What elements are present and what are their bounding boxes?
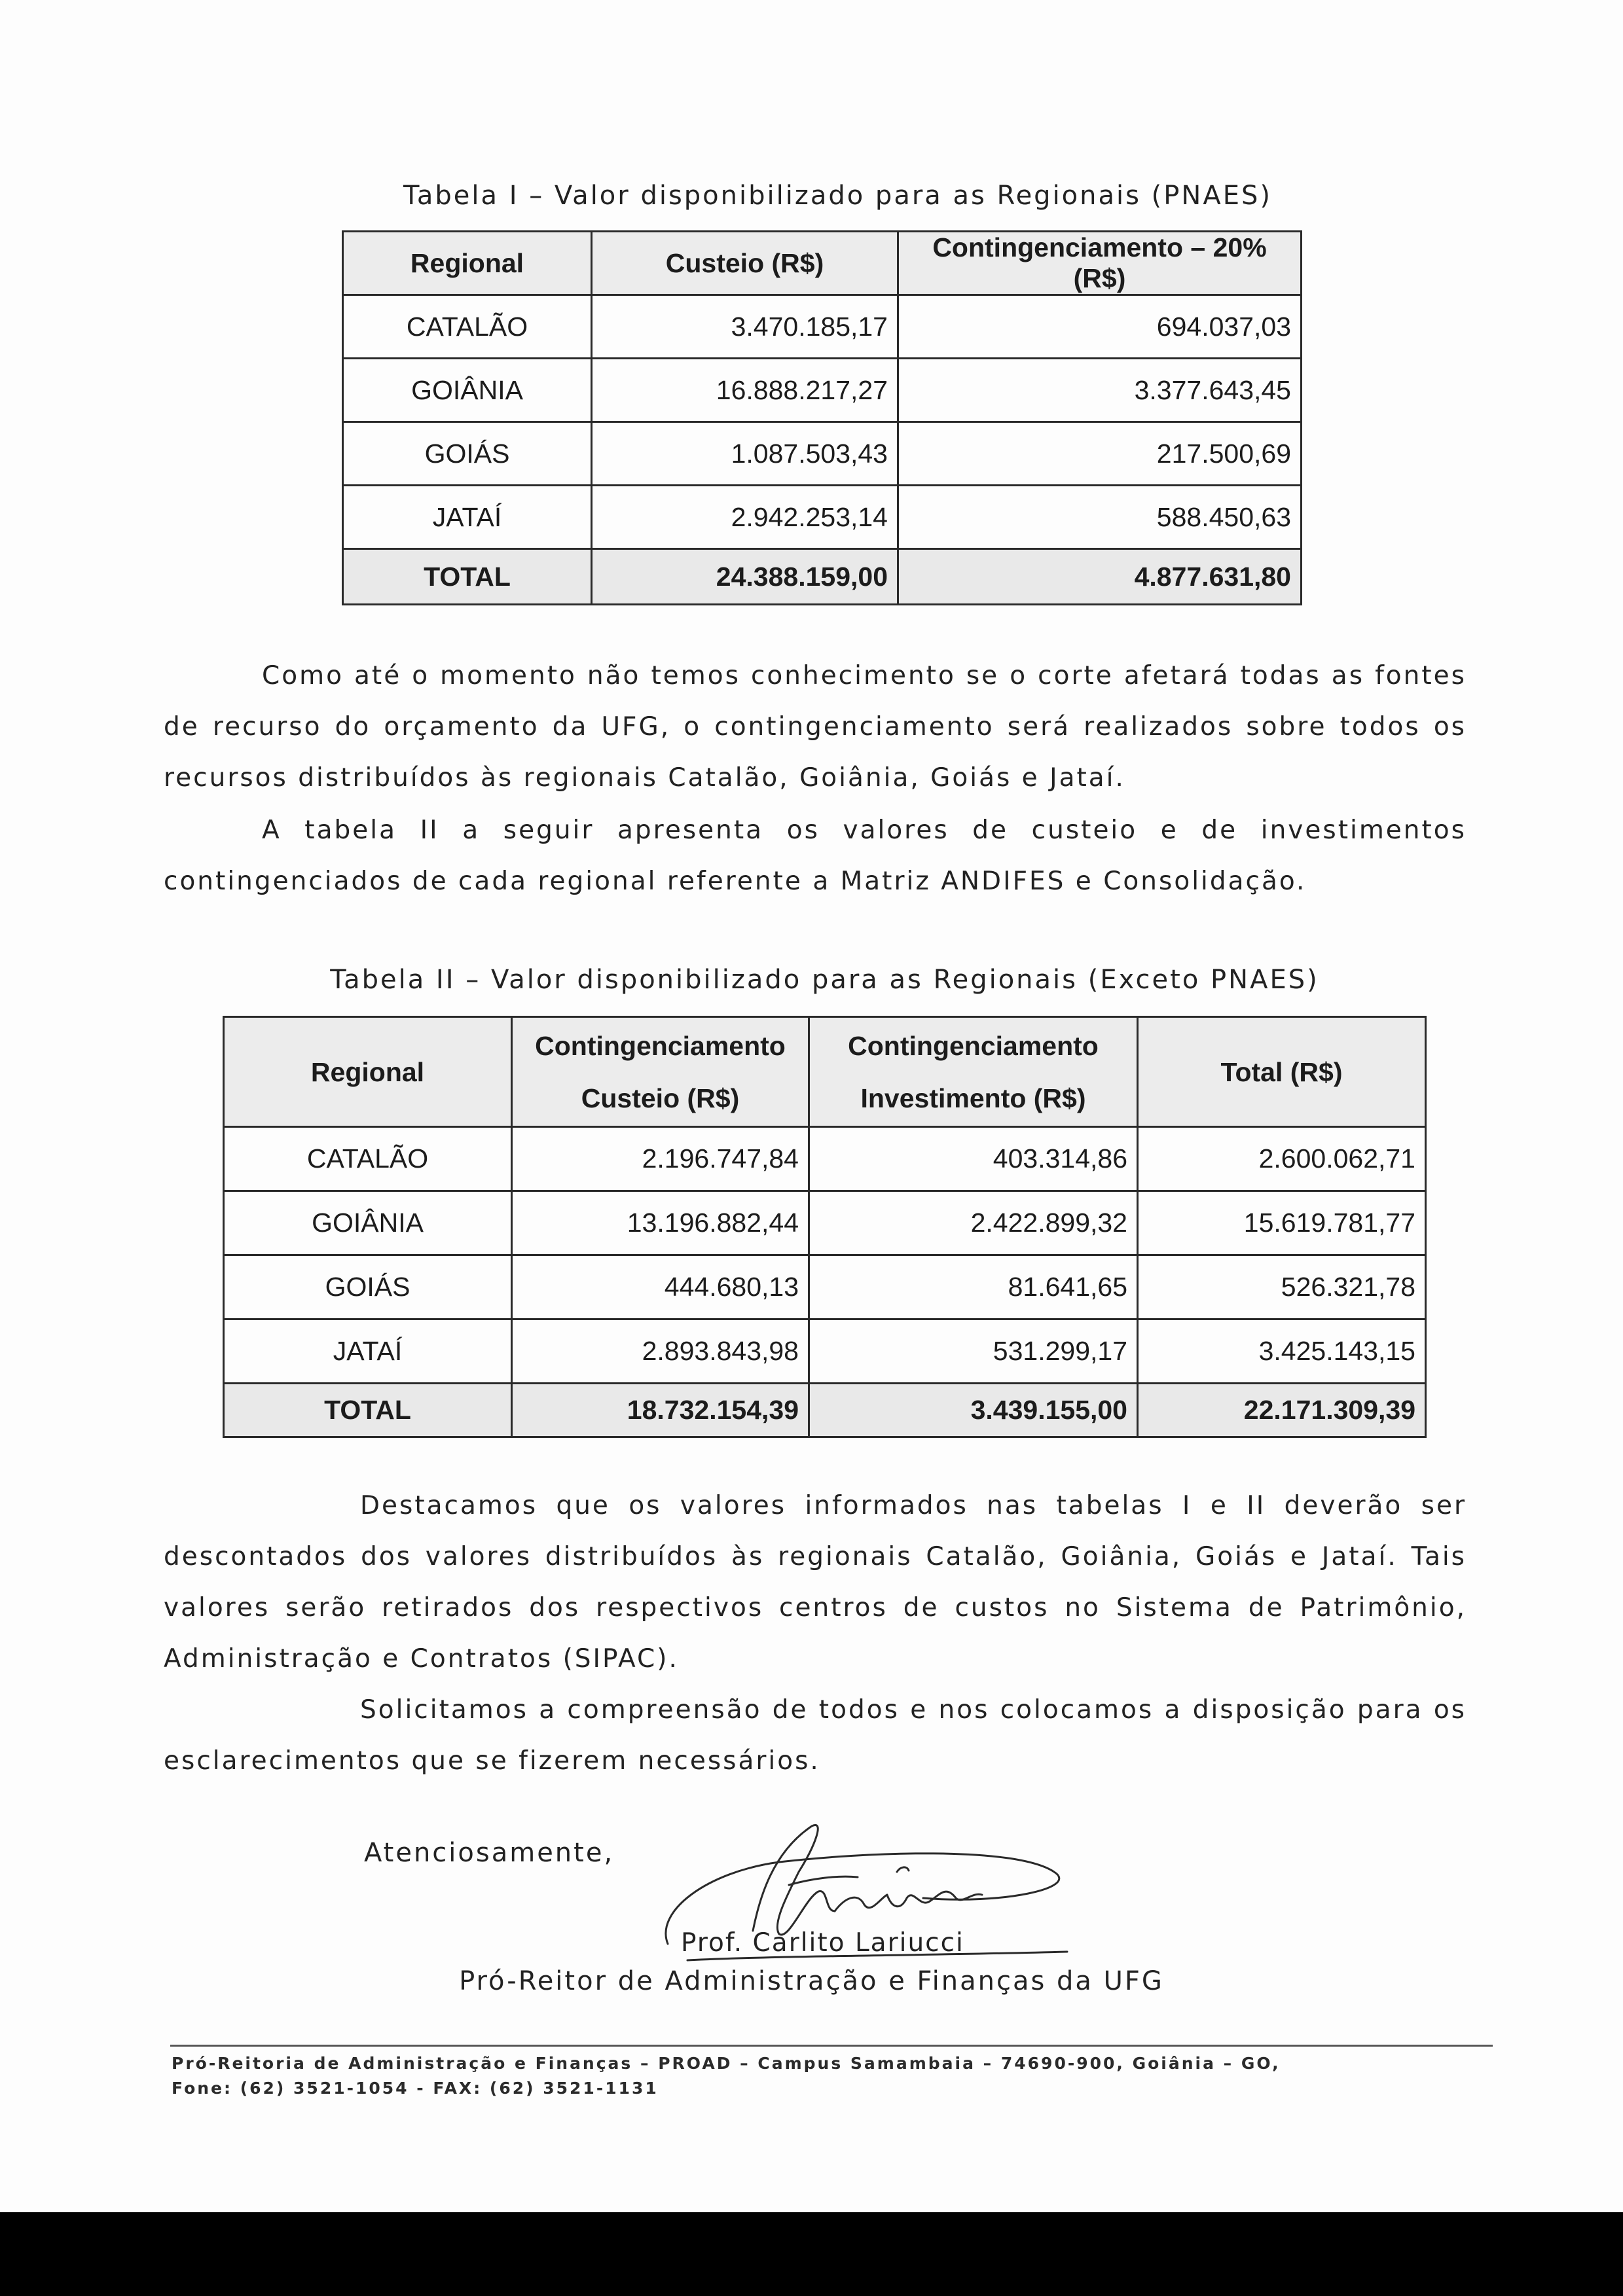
table1-total-row (343, 549, 1302, 605)
paragraph-1 (164, 651, 1467, 804)
table2-cell: GOIÁS (224, 1255, 512, 1319)
table2-cell: 2.422.899,32 (809, 1191, 1138, 1255)
table1-cell: 2.942.253,14 (592, 486, 898, 549)
table2-header-line1: Contingenciamento (535, 1030, 786, 1061)
footer-phone: Fone: (62) 3521-1054 - FAX: (62) 3521-1131 (172, 2079, 659, 2098)
footer-address: Pró-Reitoria de Administração e Finanças – PROAD – Campus Samambaia – 74690-900, Goiânia – GO, (172, 2054, 1281, 2073)
table-row (343, 295, 1302, 359)
table2-cell: 15.619.781,77 (1138, 1191, 1426, 1255)
table2 (223, 1016, 1427, 1438)
table2-header-line1: Contingenciamento (848, 1030, 1099, 1061)
table2-cell: 2.893.843,98 (512, 1319, 809, 1384)
table1-cell: 3.377.643,45 (898, 359, 1302, 422)
table2-header-cell (809, 1017, 1138, 1127)
table1-cell: 217.500,69 (898, 422, 1302, 486)
table1 (342, 230, 1302, 605)
table1-cell: 588.450,63 (898, 486, 1302, 549)
table1-cell: JATAÍ (343, 486, 592, 549)
table2-header-row (224, 1017, 1426, 1127)
table2-cell: 444.680,13 (512, 1255, 809, 1319)
footer-divider (170, 2045, 1493, 2047)
table-row (343, 359, 1302, 422)
signer-name: Prof. Carlito Lariucci (681, 1928, 964, 1958)
table2-cell: 403.314,86 (809, 1127, 1138, 1191)
table2-header-cell (224, 1017, 512, 1127)
table2-cell: 3.425.143,15 (1138, 1319, 1426, 1384)
scan-bottom-border (0, 2212, 1623, 2296)
table2-total-cell: 18.732.154,39 (512, 1384, 809, 1437)
table2-header-line1: Regional (310, 1056, 425, 1087)
table-row (343, 422, 1302, 486)
table1-header-cell: Regional (343, 232, 592, 295)
table1-cell: GOIÁS (343, 422, 592, 486)
table2-total-row (224, 1384, 1426, 1437)
paragraph-2-text: A tabela II a seguir apresenta os valores de custeio e de investimentos contingenciados de cada regional referente a Matriz ANDIFES e Consolidação. (164, 816, 1467, 896)
paragraph-1-text: Como até o momento não temos conhecimento se o corte afetará todas as fontes de recurso do orçamento da UFG, o contingenciamento será realizados sobre todos os recursos distribuídos às regionais Catalão, Goiânia, Goiás e Jataí. (164, 661, 1467, 793)
table2-header-cell (512, 1017, 809, 1127)
table1-cell: GOIÂNIA (343, 359, 592, 422)
table-row (224, 1255, 1426, 1319)
table2-cell: 526.321,78 (1138, 1255, 1426, 1319)
table2-cell: GOIÂNIA (224, 1191, 512, 1255)
table1-total-cell: TOTAL (343, 549, 592, 605)
table2-caption: Tabela II – Valor disponibilizado para as Regionais (Exceto PNAES) (330, 965, 1319, 995)
signer-role: Pró-Reitor de Administração e Finanças da UFG (459, 1966, 1164, 1996)
table2-cell: JATAÍ (224, 1319, 512, 1384)
table1-total-cell: 4.877.631,80 (898, 549, 1302, 605)
table1-cell: 16.888.217,27 (592, 359, 898, 422)
table2-total-cell: 3.439.155,00 (809, 1384, 1138, 1437)
table1-header-row (343, 232, 1302, 295)
table1-total-cell: 24.388.159,00 (592, 549, 898, 605)
paragraph-4 (164, 1685, 1467, 1787)
table2-total-cell: 22.171.309,39 (1138, 1384, 1426, 1437)
table-row (343, 486, 1302, 549)
table1-caption: Tabela I – Valor disponibilizado para as Regionais (PNAES) (403, 181, 1272, 211)
table2-cell: 81.641,65 (809, 1255, 1138, 1319)
table1-cell: 1.087.503,43 (592, 422, 898, 486)
table2-cell: 2.600.062,71 (1138, 1127, 1426, 1191)
table2-total-cell: TOTAL (224, 1384, 512, 1437)
table1-header-cell: Contingenciamento – 20% (R$) (898, 232, 1302, 295)
table2-cell: 531.299,17 (809, 1319, 1138, 1384)
table-row (224, 1191, 1426, 1255)
table1-cell: 694.037,03 (898, 295, 1302, 359)
table2-cell: 13.196.882,44 (512, 1191, 809, 1255)
table2-cell: 2.196.747,84 (512, 1127, 809, 1191)
closing-salutation: Atenciosamente, (364, 1838, 615, 1868)
table2-header-line2: Investimento (R$) (860, 1083, 1086, 1113)
paragraph-4-text: Solicitamos a compreensão de todos e nos colocamos a disposição para os esclarecimentos que se fizerem necessários. (164, 1695, 1467, 1776)
table2-header-line2: Custeio (R$) (581, 1083, 740, 1113)
table-row (224, 1319, 1426, 1384)
table1-header-cell: Custeio (R$) (592, 232, 898, 295)
table-row (224, 1127, 1426, 1191)
paragraph-3-text: Destacamos que os valores informados nas tabelas I e II deverão ser descontados dos valores distribuídos às regionais Catalão, Goiânia, Goiás e Jataí. Tais valores serão retirados dos respectivos centros de custos no Sistema de Patrimônio, Administração e Contratos (SIPAC). (164, 1491, 1467, 1674)
footer (172, 2051, 1481, 2101)
table2-cell: CATALÃO (224, 1127, 512, 1191)
table2-header-line1: Total (R$) (1220, 1056, 1343, 1087)
table2-header-cell (1138, 1017, 1426, 1127)
table1-cell: 3.470.185,17 (592, 295, 898, 359)
paragraph-3 (164, 1480, 1467, 1685)
paragraph-2 (164, 805, 1467, 907)
table1-cell: CATALÃO (343, 295, 592, 359)
